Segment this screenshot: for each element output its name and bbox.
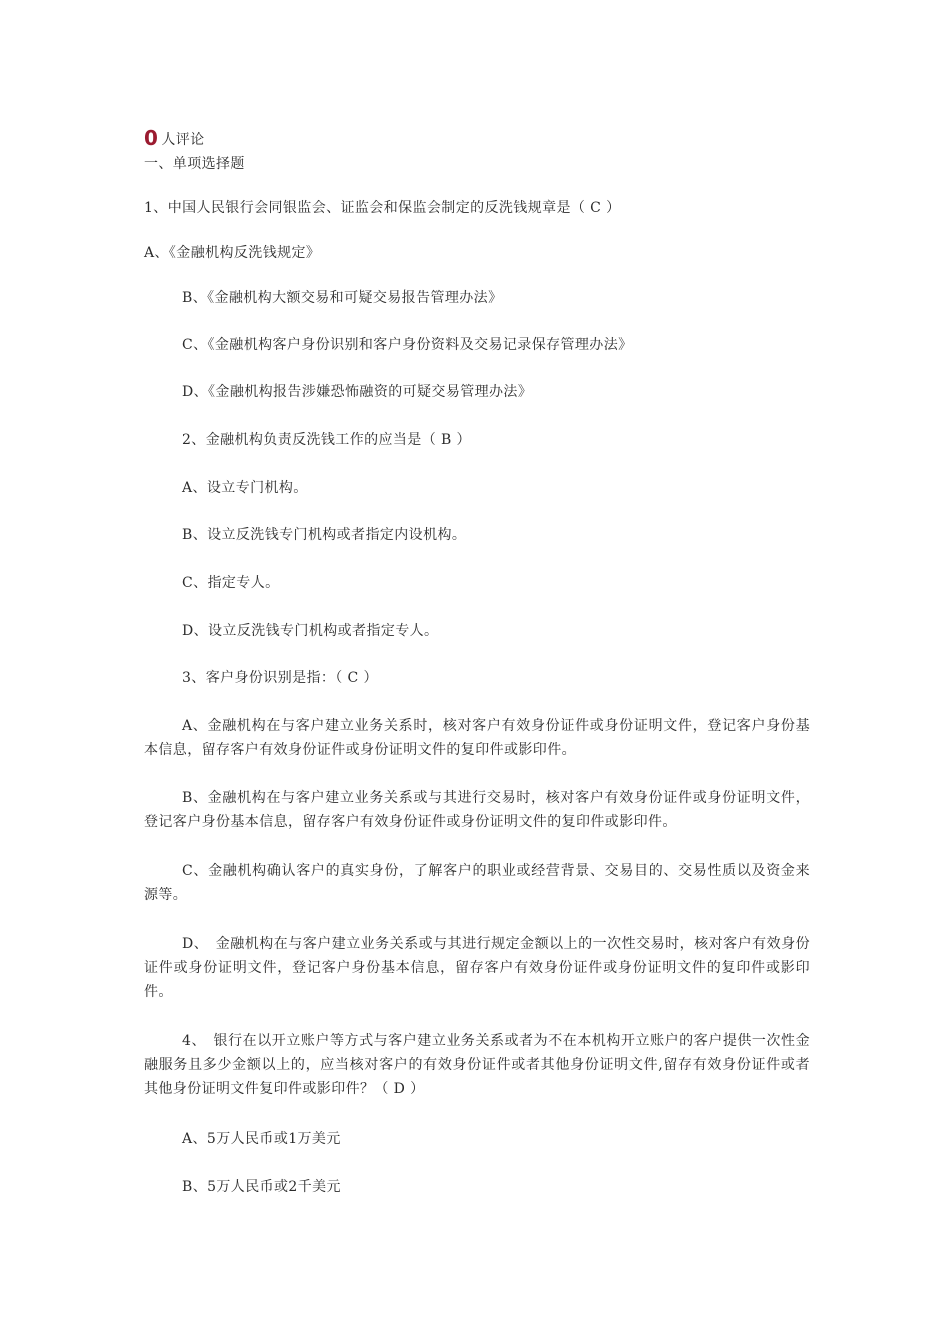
section-title: 一、单项选择题 (144, 156, 245, 172)
comment-suffix: 人评论 (161, 132, 205, 148)
question-3-option-d: D、 金融机构在与客户建立业务关系或与其进行规定金额以上的一次性交易时，核对客户有效身份证件或身份证明文件，登记客户身份基本信息，留存客户有效身份证件或身份证明文件的复印件或影印件。 (144, 936, 810, 1000)
question-2-option-d: D、设立反洗钱专门机构或者指定专人。 (182, 623, 439, 639)
comment-count: 0 (144, 126, 159, 150)
question-4-option-b: B、5万人民币或2千美元 (182, 1179, 341, 1195)
question-3-stem: 3、客户身份识别是指：（ C ） (182, 670, 378, 686)
comment-count-line (144, 126, 205, 152)
question-3-option-c: C、金融机构确认客户的真实身份，了解客户的职业或经营背景、交易目的、交易性质以及资金来源等。 (144, 863, 810, 903)
question-4-stem: 4、 银行在以开立账户等方式与客户建立业务关系或者为不在本机构开立账户的客户提供一次性金融服务且多少金额以上的，应当核对客户的有效身份证件或者其他身份证明文件,留存有效身份证件或者其他身份证明文件复印件或影印件？（ D ） (144, 1033, 810, 1097)
question-2-option-c: C、指定专人。 (182, 575, 280, 591)
question-4-option-a: A、5万人民币或1万美元 (182, 1131, 341, 1147)
question-2-stem: 2、金融机构负责反洗钱工作的应当是（ B ） (182, 432, 471, 448)
question-2-option-b: B、设立反洗钱专门机构或者指定内设机构。 (182, 527, 467, 543)
question-1-option-a: A、《金融机构反洗钱规定》 (144, 245, 321, 261)
question-1-option-d: D、《金融机构报告涉嫌恐怖融资的可疑交易管理办法》 (182, 384, 533, 400)
question-1-option-b: B、《金融机构大额交易和可疑交易报告管理办法》 (182, 290, 503, 306)
question-3-option-b: B、金融机构在与客户建立业务关系或与其进行交易时，核对客户有效身份证件或身份证明文件，登记客户身份基本信息，留存客户有效身份证件或身份证明文件的复印件或影印件。 (144, 790, 810, 830)
question-1-option-c: C、《金融机构客户身份识别和客户身份资料及交易记录保存管理办法》 (182, 337, 633, 353)
question-2-option-a: A、设立专门机构。 (182, 480, 308, 496)
question-1-stem: 1、中国人民银行会同银监会、证监会和保监会制定的反洗钱规章是（ C ） (144, 200, 621, 216)
question-3-option-a: A、金融机构在与客户建立业务关系时，核对客户有效身份证件或身份证明文件，登记客户身份基本信息，留存客户有效身份证件或身份证明文件的复印件或影印件。 (144, 718, 810, 758)
